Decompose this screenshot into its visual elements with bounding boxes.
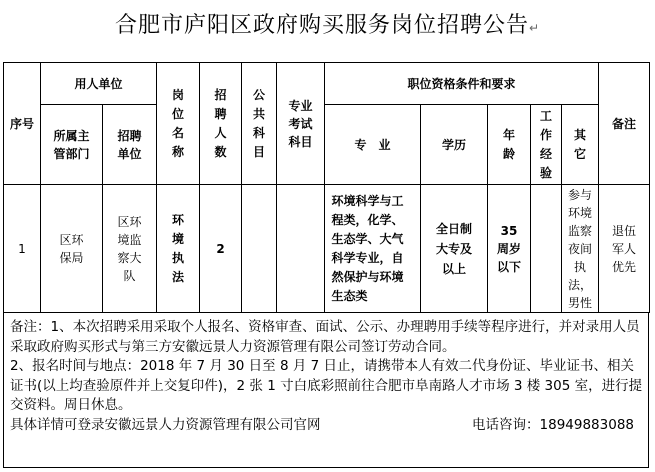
cell-hiring-unit: 区环境监察大队 bbox=[103, 185, 157, 313]
cell-count: 2 bbox=[200, 185, 242, 313]
header-prof-subject: 专业考试科目 bbox=[277, 63, 325, 185]
notes-section bbox=[3, 312, 649, 468]
cell-seq: 1 bbox=[4, 185, 41, 313]
note-line-2: 2、报名时间与地点：2018 年 7 月 30 日至 8 月 7 日止，请携带本人有效二代身份证、毕业证书、相关证书(以上均查验原件并上交复印件)，2 张 1 寸白底彩照前往合肥市阜南路人才市场 3 楼 305 室，进行提交资料。周日休息。 bbox=[10, 358, 643, 413]
cell-parent-dept: 区环保局 bbox=[41, 185, 103, 313]
header-position: 岗位名称 bbox=[157, 63, 200, 185]
header-other: 其它 bbox=[562, 105, 599, 185]
header-parent-dept: 所属主管部门 bbox=[41, 105, 103, 185]
header-count: 招聘人数 bbox=[200, 63, 242, 185]
cell-position: 环境执法 bbox=[157, 185, 200, 313]
header-hiring-unit: 招聘单位 bbox=[103, 105, 157, 185]
header-seq: 序号 bbox=[4, 63, 41, 185]
cell-prof-subject bbox=[277, 185, 325, 313]
note-contact-line bbox=[10, 416, 644, 436]
header-public-subject: 公共科目 bbox=[242, 63, 277, 185]
header-qualification: 职位资格条件和要求 bbox=[325, 63, 599, 105]
header-education: 学历 bbox=[421, 105, 488, 185]
note-phone: 电话咨询：18949883088 bbox=[472, 416, 634, 433]
cell-education: 全日制大专及以上 bbox=[421, 185, 488, 313]
recruitment-table bbox=[3, 62, 650, 313]
page-title: 合肥市庐阳区政府购买服务岗位招聘公告↵ bbox=[114, 13, 541, 38]
table-row bbox=[4, 185, 650, 313]
header-work-exp: 工作经验 bbox=[531, 105, 562, 185]
cell-public-subject bbox=[242, 185, 277, 313]
header-remark: 备注 bbox=[599, 63, 650, 185]
cell-work-exp bbox=[531, 185, 562, 313]
header-age: 年龄 bbox=[488, 105, 531, 185]
header-employer: 用人单位 bbox=[41, 63, 157, 105]
note-line-1: 备注：1、本次招聘采用采取个人报名、资格审查、面试、公示、办理聘用手续等程序进行，并对录用人员采取政府购买形式与第三方安徽远景人力资源管理有限公司签订劳动合同。 bbox=[10, 319, 640, 355]
cell-age: 35周岁以下 bbox=[488, 185, 531, 313]
header-major: 专 业 bbox=[325, 105, 421, 185]
cell-remark: 退伍军人优先 bbox=[599, 185, 650, 313]
cell-major: 环境科学与工程类，化学、生态学、大气科学专业，自然保护与环境生态类 bbox=[325, 185, 421, 313]
note-contact: 具体详情可登录安徽远景人力资源管理有限公司官网 bbox=[10, 416, 321, 433]
cell-other: 参与环境监察夜间执法，男性 bbox=[562, 185, 599, 313]
